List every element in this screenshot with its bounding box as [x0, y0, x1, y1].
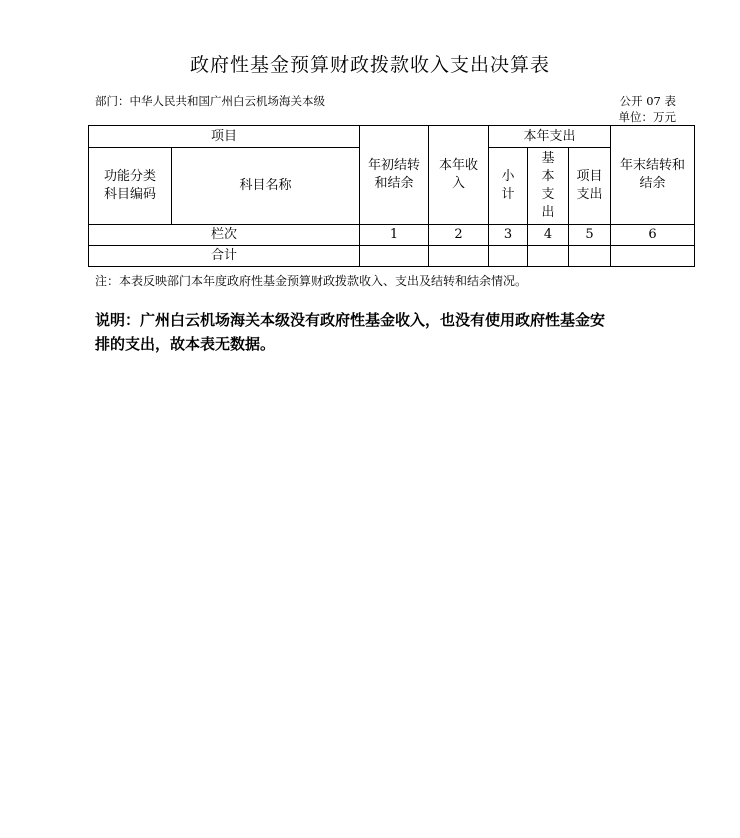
header-function-code: 功能分类科目编码 [89, 148, 172, 225]
column-number-4: 4 [528, 225, 569, 246]
total-cell-4 [528, 246, 569, 267]
header-subject-name: 科目名称 [172, 148, 360, 225]
header-subtotal: 小计 [489, 148, 528, 225]
budget-table [88, 125, 695, 267]
header-basic: 基本支出 [528, 148, 569, 225]
unit-label: 单位：万元 [618, 110, 676, 124]
header-opening-balance: 年初结转和结余 [360, 126, 429, 225]
total-cell-6 [611, 246, 695, 267]
department-label: 部门：中华人民共和国广州白云机场海关本级 [95, 94, 325, 108]
header-expenditure: 本年支出 [489, 126, 611, 148]
total-cell-1 [360, 246, 429, 267]
total-row [89, 246, 695, 267]
column-number-1: 1 [360, 225, 429, 246]
total-cell-3 [489, 246, 528, 267]
header-row-1 [89, 126, 695, 148]
total-cell-5 [569, 246, 611, 267]
column-number-2: 2 [429, 225, 489, 246]
page-title: 政府性基金预算财政拨款收入支出决算表 [189, 54, 550, 76]
explanation-text: 说明：广州白云机场海关本级没有政府性基金收入，也没有使用政府性基金安排的支出，故本表无数据。 [95, 311, 606, 353]
table-code: 公开 07 表 [619, 94, 676, 108]
header-closing-balance: 年末结转和结余 [611, 126, 695, 225]
column-number-3: 3 [489, 225, 528, 246]
table-note: 注：本表反映部门本年度政府性基金预算财政拨款收入、支出及结转和结余情况。 [95, 274, 528, 288]
column-number-6: 6 [611, 225, 695, 246]
column-number-row [89, 225, 695, 246]
total-row-label: 合计 [89, 246, 360, 267]
header-item: 项目 [89, 126, 360, 148]
column-row-label: 栏次 [89, 225, 360, 246]
column-number-5: 5 [569, 225, 611, 246]
total-cell-2 [429, 246, 489, 267]
header-project: 项目支出 [569, 148, 611, 225]
header-income: 本年收入 [429, 126, 489, 225]
